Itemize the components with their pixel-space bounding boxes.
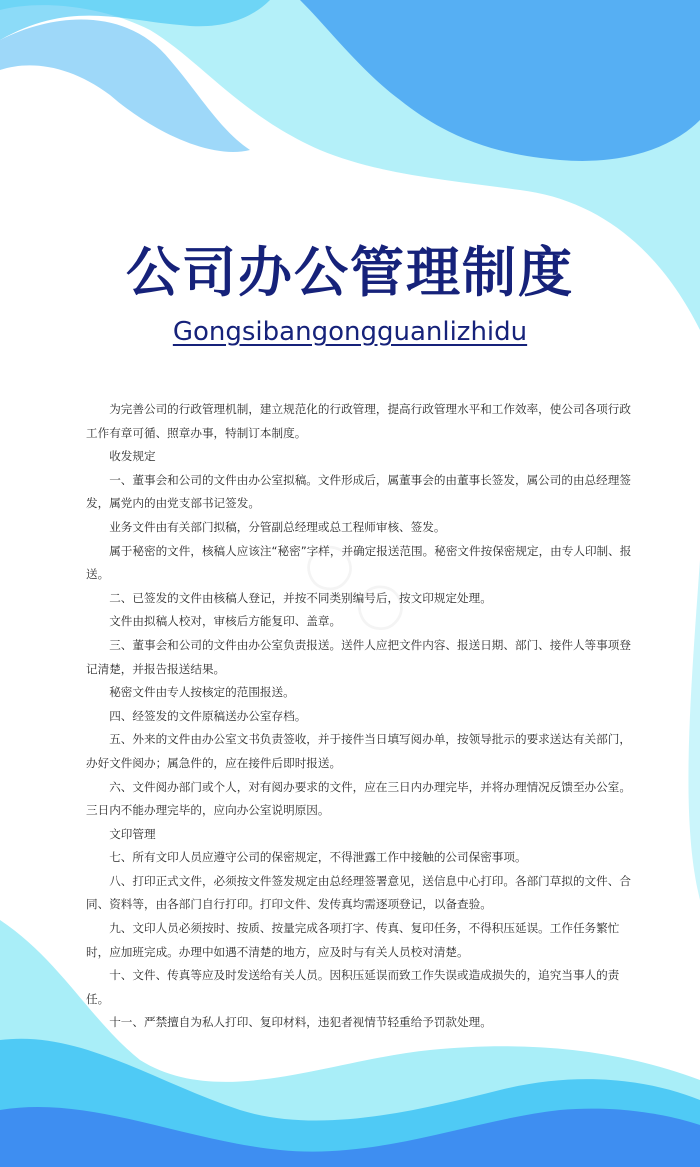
paragraph: 十一、严禁擅自为私人打印、复印材料，违犯者视情节轻重给予罚款处理。 <box>109 1015 492 1030</box>
paragraph: 业务文件由有关部门拟稿，分管副总经理或总工程师审核、签发。 <box>109 519 446 534</box>
section-heading: 文印管理 <box>109 826 156 841</box>
document-body <box>86 398 642 1035</box>
section-heading: 收发规定 <box>109 449 156 464</box>
paragraph: 九、文印人员必须按时、按质、按量完成各项打字、传真、复印任务，不得积压延误。工作任务繁忙时，应加班完成。办理中如遇不清楚的地方，应及时与有关人员校对清楚。 <box>86 921 620 959</box>
document-title: 公司办公管理制度 <box>126 241 574 304</box>
paragraph: 为完善公司的行政管理机制，建立规范化的行政管理，提高行政管理水平和工作效率，使公司各项行政工作有章可循、照章办事，特制订本制度。 <box>86 402 631 440</box>
paragraph: 三、董事会和公司的文件由办公室负责报送。送件人应把文件内容、报送日期、部门、接件人等事项登记清楚，并报告报送结果。 <box>86 637 631 676</box>
paragraph: 五、外来的文件由办公室文书负责签收，并于接件当日填写阅办单，按领导批示的要求送达有关部门，办好文件阅办；属急件的，应在接件后即时报送。 <box>86 732 631 770</box>
paragraph: 二、已签发的文件由核稿人登记，并按不同类别编号后，按文印规定处理。 <box>109 590 492 605</box>
paragraph: 七、所有文印人员应遵守公司的保密规定，不得泄露工作中接触的公司保密事项。 <box>109 850 527 865</box>
paragraph: 一、董事会和公司的文件由办公室拟稿。文件形成后，属董事会的由董事长签发，属公司的由总经理签发，属党内的由党支部书记签发。 <box>86 472 631 511</box>
paragraph: 文件由拟稿人校对，审核后方能复印、盖章。 <box>109 614 342 629</box>
paragraph: 属于秘密的文件，核稿人应该注“秘密”字样，并确定报送范围。秘密文件按保密规定，由专人印制、报送。 <box>86 543 632 582</box>
paragraph: 八、打印正式文件，必须按文件签发规定由总经理签署意见，送信息中心打印。各部门草拟的文件、合同、资料等，由各部门自行打印。打印文件、发传真均需逐项登记，以备查验。 <box>86 873 631 912</box>
paragraph: 秘密文件由专人按核定的范围报送。 <box>109 685 295 700</box>
document-subtitle: Gongsibangongguanlizhidu <box>172 317 528 347</box>
paragraph: 六、文件阅办部门或个人，对有阅办要求的文件，应在三日内办理完毕，并将办理情况反馈至办公室。三日内不能办理完毕的，应向办公室说明原因。 <box>86 779 631 818</box>
paragraph: 十、文件、传真等应及时发送给有关人员。因积压延误而致工作失误或造成损失的，追究当事人的责任。 <box>86 968 620 1006</box>
paragraph: 四、经签发的文件原稿送办公室存档。 <box>109 708 307 723</box>
